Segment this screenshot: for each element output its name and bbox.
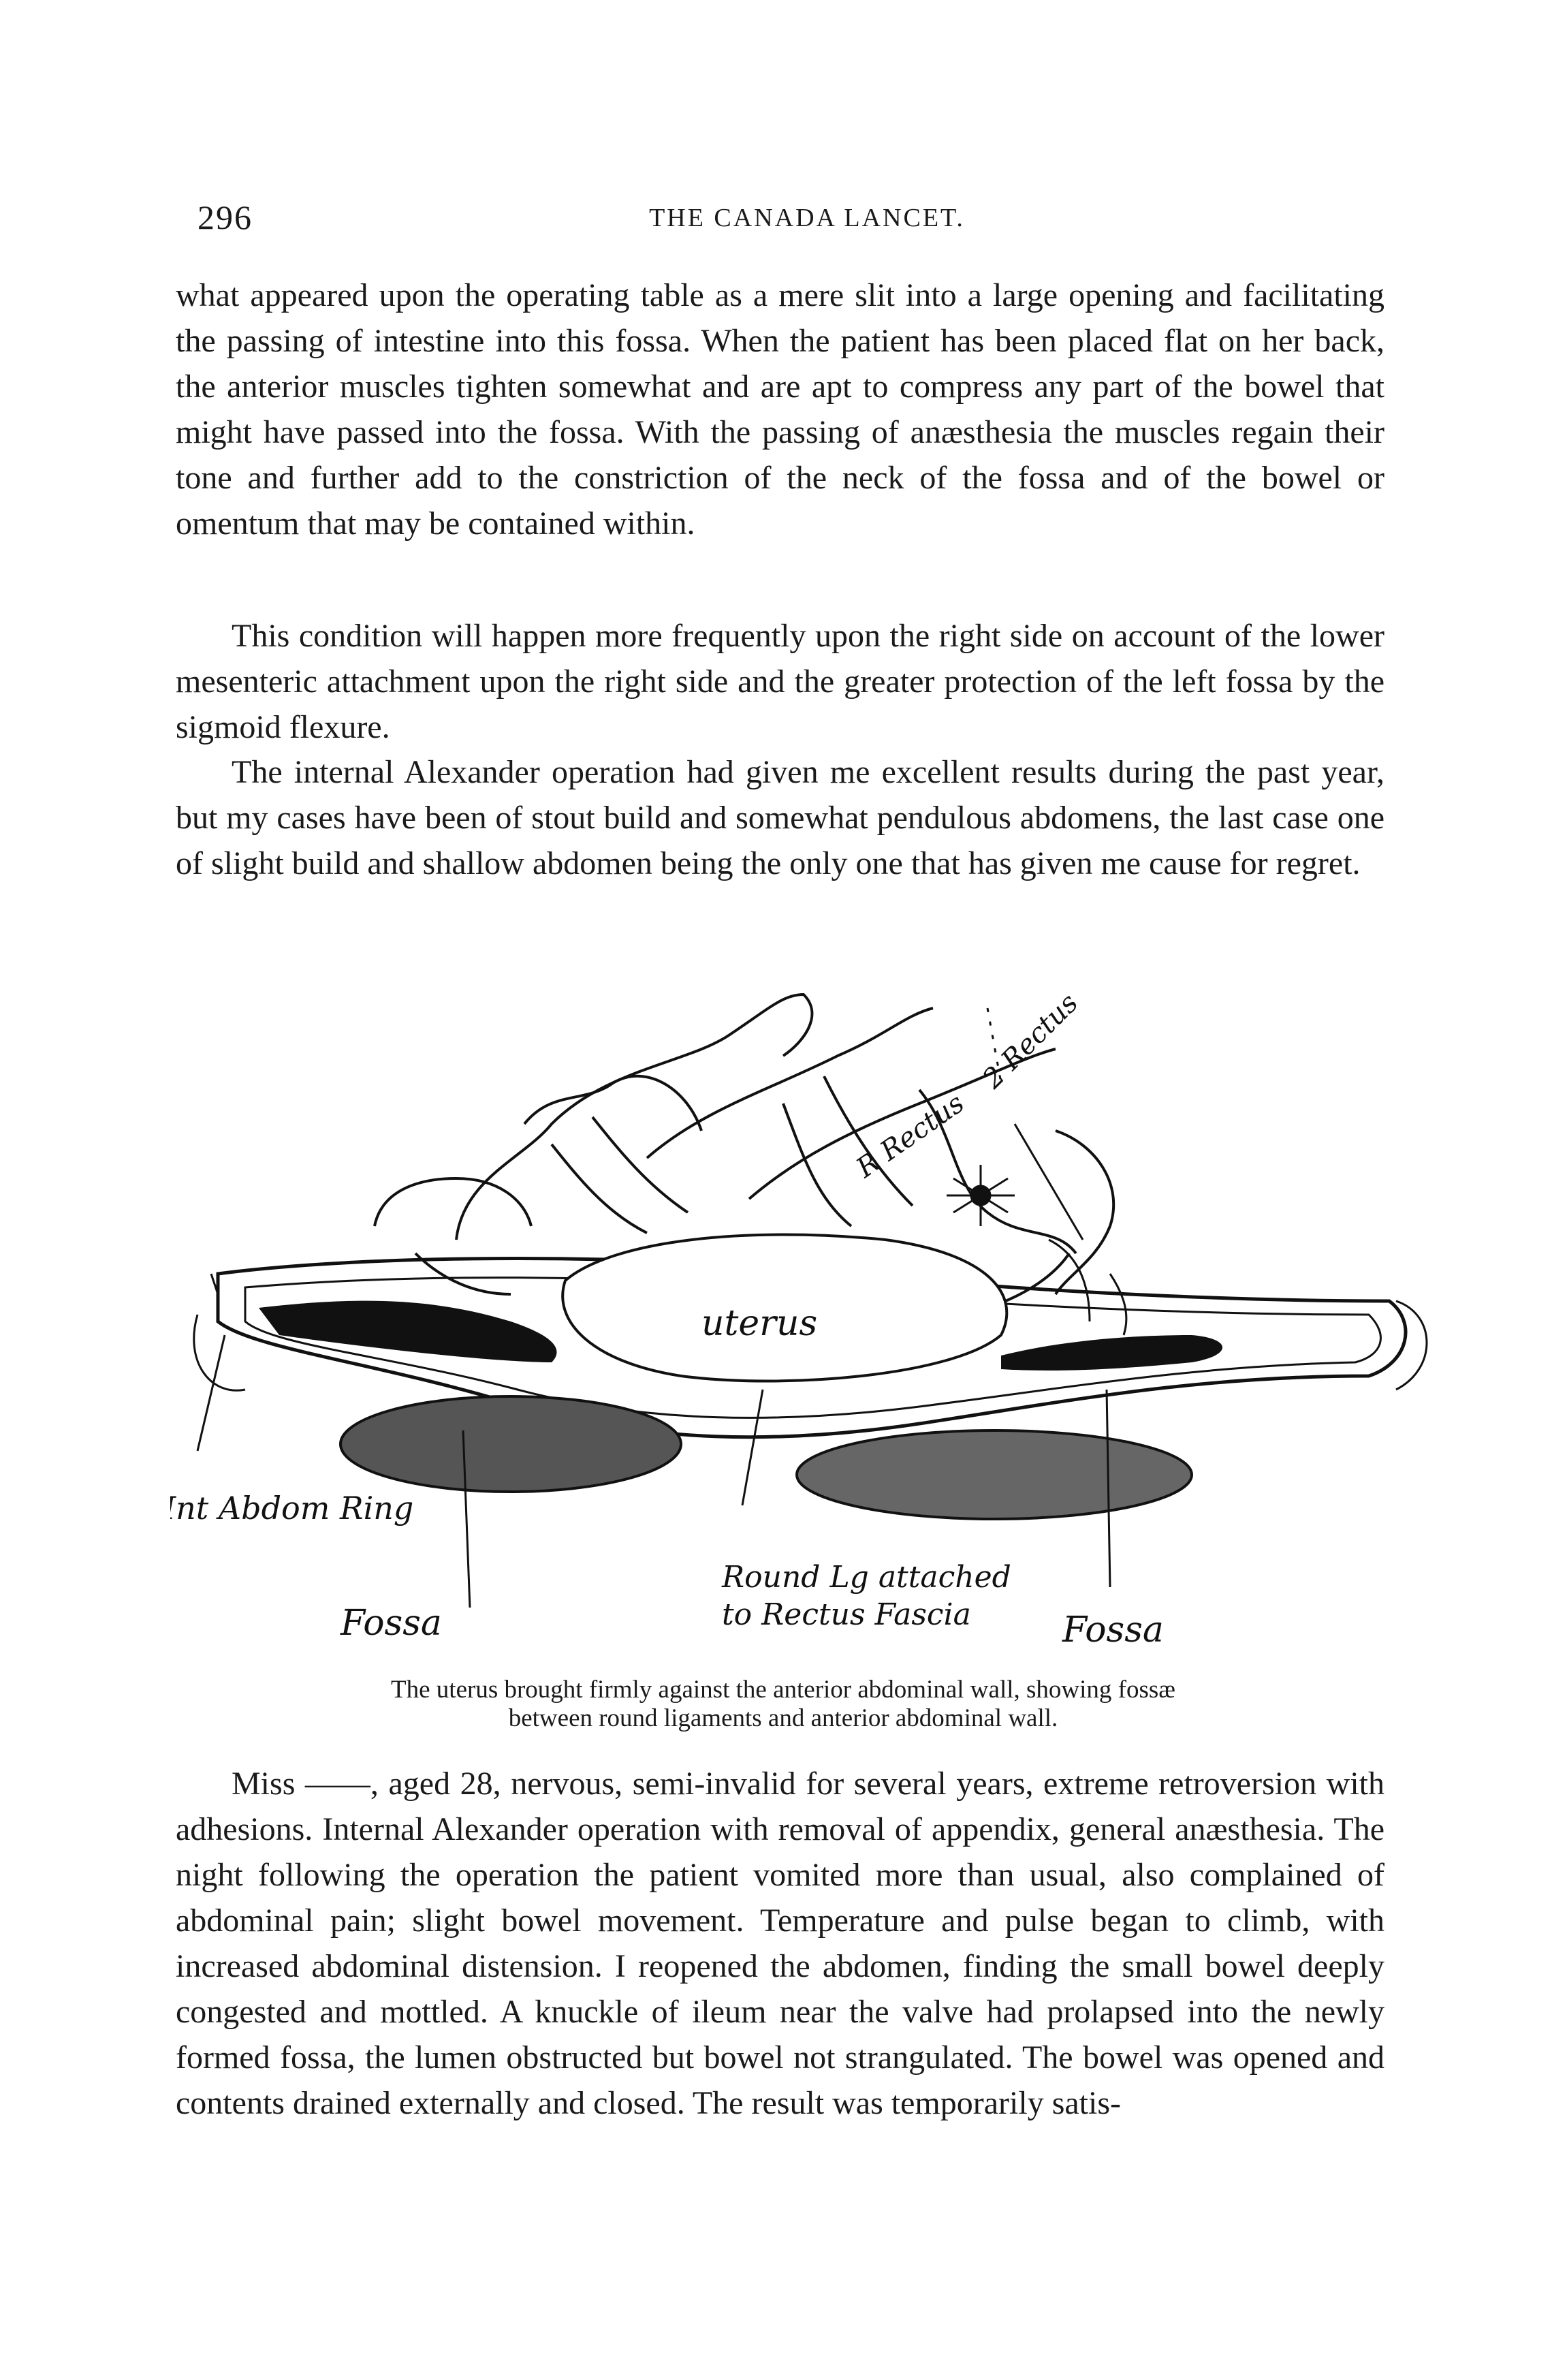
paragraph-continued <box>176 272 1384 546</box>
label-round-lig-2: to Rectus Fascia <box>722 1597 971 1632</box>
paragraph-text: The internal Alexander operation had given me excellent results during the past year, but my cases have been of stout build and somewhat pendulous abdomens, the last case one of slight build and shallow abdomen being the only one that has given me cause for regret. <box>176 754 1384 881</box>
label-rectus-2: 2 Rectus <box>977 987 1085 1095</box>
paragraph-text: what appeared upon the operating table as a mere slit into a large opening and facilitating the passing of intestine into this fossa. When the patient has been placed flat on her back, the anterior muscles tighten somewhat and are apt to compress any part of the bowel that might have passed into the fossa. With the passing of anæsthesia the muscles regain their tone and further add to the constriction of the neck of the fossa and of the bowel or omentum that may be contained within. <box>176 277 1384 542</box>
paragraph-text: Miss ——, aged 28, nervous, semi-invalid for several years, extreme retroversion with adhesions. Internal Alexander operation with removal of appendix, general anæsthesia. The night following the operation the patient vomited more than usual, also complained of abdominal pain; slight bowel movement. Temperature and pulse began to climb, with increased abdominal distension. I reopened the abdomen, finding the small bowel deeply congested and mottled. A knuckle of ileum near the valve had prolapsed into the newly formed fossa, the lumen obstructed but bowel not strangulated. The bowel was opened and contents drained externally and closed. The result was temporarily satis- <box>176 1766 1384 2121</box>
label-rectus: R Rectus <box>851 1087 970 1185</box>
label-int-abdom-ring: Int Abdom Ring <box>170 1490 414 1526</box>
page-header <box>197 198 1416 238</box>
paragraph-case-report <box>176 1761 1384 2126</box>
label-round-lig-1: Round Lg attached <box>722 1560 1011 1595</box>
caption-line-2: between round ligaments and anterior abdominal wall. <box>508 1704 1058 1732</box>
label-fossa-left: Fossa <box>341 1603 442 1644</box>
figure-caption <box>170 1676 1396 1733</box>
paragraph-text: This condition will happen more frequently upon the right side on account of the lower mesenteric attachment upon the right side and the greater protection of the left fossa by the sigmoid flexure. <box>176 618 1384 745</box>
label-uterus: uterus <box>701 1303 818 1344</box>
illustration-drawing <box>170 954 1437 1669</box>
paragraph-right-side <box>176 613 1384 750</box>
label-fossa-right: Fossa <box>1062 1610 1164 1650</box>
paragraph-alexander-operation <box>176 749 1384 886</box>
running-title: THE CANADA LANCET. <box>649 204 965 232</box>
flower-sketch <box>947 1165 1015 1226</box>
anatomical-illustration <box>170 954 1437 1669</box>
caption-line-1: The uterus brought firmly against the anterior abdominal wall, showing fossæ <box>391 1676 1175 1704</box>
page-number: 296 <box>197 198 253 236</box>
